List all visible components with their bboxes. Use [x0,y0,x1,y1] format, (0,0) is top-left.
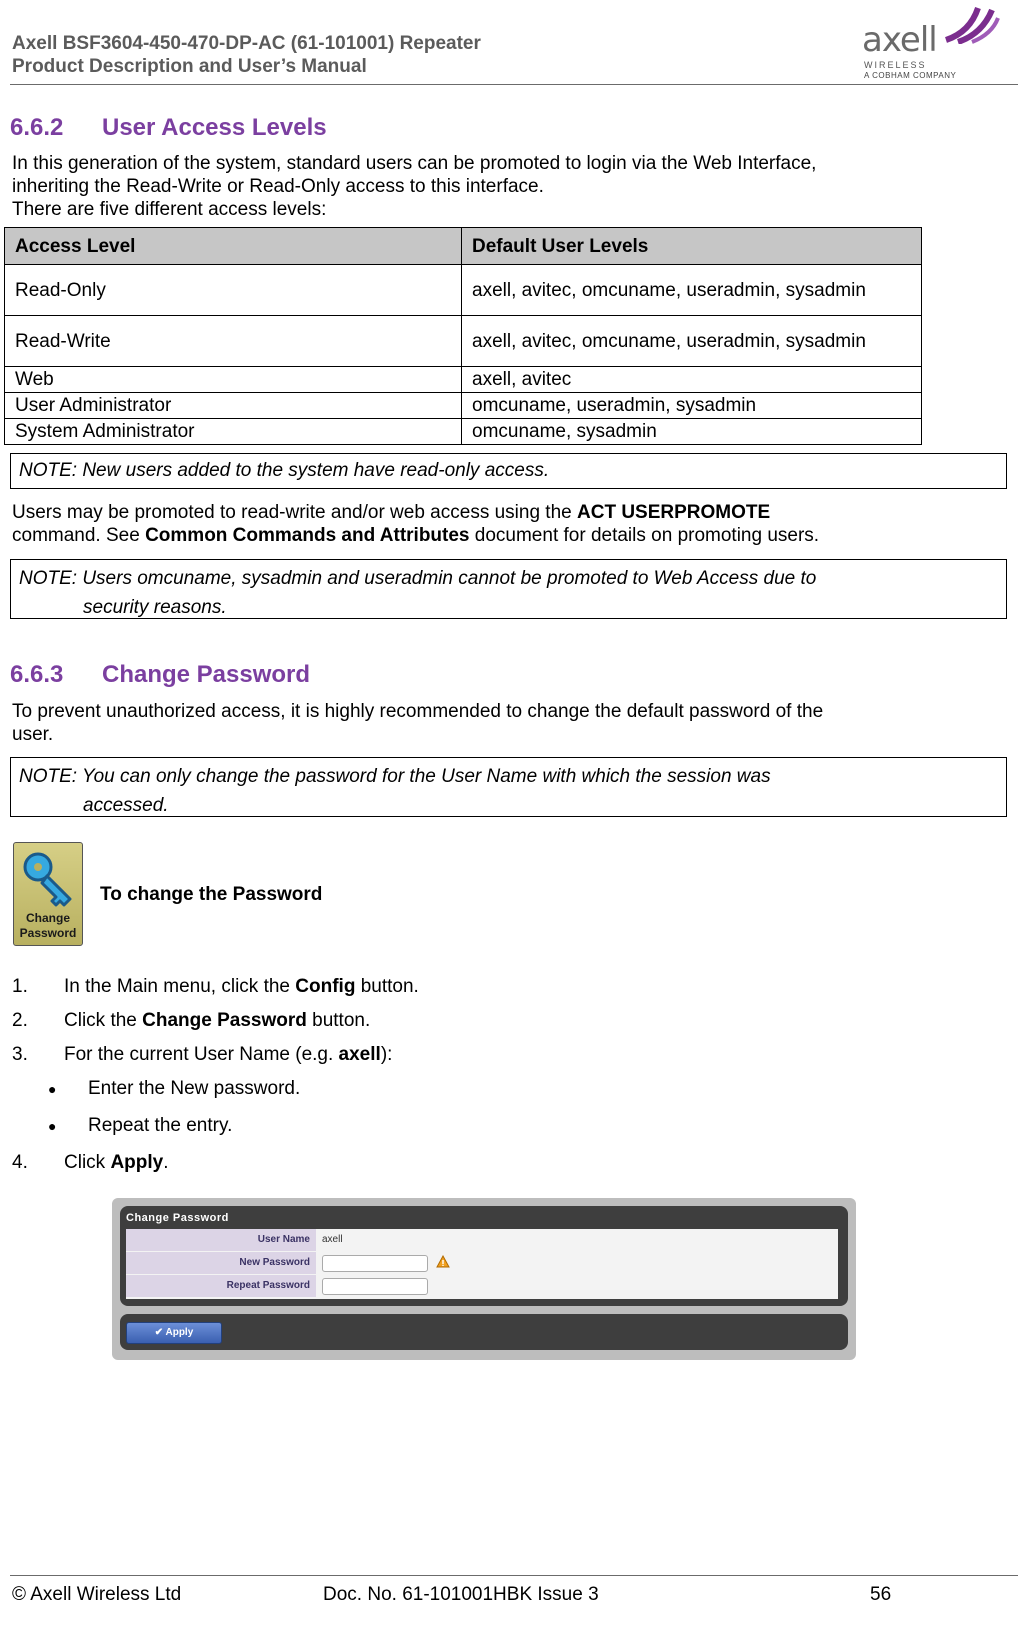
bullet-icon: ● [48,1081,57,1097]
table-row [5,419,922,445]
repeat-password-field[interactable] [322,1278,428,1295]
step-1 [12,975,419,998]
repeat-password-label: Repeat Password [126,1275,316,1297]
note-text: security reasons. [83,597,227,618]
table-header-cell: Access Level [5,228,462,265]
step-3 [12,1043,392,1066]
step-number: 1. [12,976,28,997]
intro-line: To prevent unauthorized access, it is highly recommended to change the default password of the [12,701,824,722]
intro-line: There are five different access levels: [12,199,327,220]
table-row [5,316,922,367]
table-header-row [5,228,922,265]
step-text: . [163,1152,169,1173]
note-text: NOTE: Users omcuname, sysadmin and useradmin cannot be promoted to Web Access due to [19,568,817,589]
step-text: For the current User Name (e.g. [64,1044,339,1065]
logo-word: axell [862,20,937,60]
step-number: 4. [12,1152,28,1173]
step-number: 3. [12,1044,28,1065]
section-heading-user-access-levels [10,114,327,142]
step-text: ): [380,1044,393,1065]
step-bold: Change Password [142,1010,307,1031]
step-text: button. [355,976,419,997]
step-text: In the Main menu, click the [64,976,296,997]
promote-paragraph [12,501,819,547]
para-text: command. See [12,525,146,546]
table-cell: System Administrator [5,419,462,445]
section2-intro [12,700,823,746]
button-bar [120,1314,848,1350]
step-text: button. [306,1010,371,1031]
logo-subtitle: WIRELESS [864,60,927,70]
section1-intro [12,152,816,221]
bullet-1 [12,1077,300,1101]
warning-icon [436,1255,450,1269]
step-text: Click the [64,1010,143,1031]
note-new-users [10,453,1007,489]
footer-page-number: 56 [870,1584,892,1605]
change-password-screenshot [112,1198,856,1360]
user-name-row [126,1229,838,1251]
section-heading-change-password [10,661,310,689]
header-rule [10,84,1018,85]
table-cell: Web [5,367,462,393]
para-text: Users may be promoted to read-write and/or web access using the [12,502,577,523]
step-bold: Apply [110,1152,164,1173]
new-password-field[interactable] [322,1255,428,1272]
access-levels-table [4,227,922,445]
bullet-text: Enter the New password. [88,1078,301,1099]
change-password-icon [13,842,83,946]
section-number: 6.6.3 [10,661,64,688]
note-session-user [10,757,1007,817]
document-reference: Common Commands and Attributes [145,525,470,546]
bullet-text: Repeat the entry. [88,1115,233,1136]
icon-label: Change [25,911,70,925]
section-title: User Access Levels [102,114,327,141]
intro-line: user. [12,724,54,745]
note-text: NOTE: New users added to the system have read-only access. [19,460,550,481]
table-cell: Read-Write [5,316,462,367]
table-cell: axell, avitec, omcuname, useradmin, sysadmin [462,265,922,316]
para-text: document for details on promoting users. [469,525,820,546]
footer-rule [10,1575,1018,1576]
table-cell: axell, avitec [462,367,922,393]
table-cell: Read-Only [5,265,462,316]
footer-copyright: © Axell Wireless Ltd [12,1584,182,1605]
new-password-label: New Password [126,1252,316,1274]
step-2 [12,1009,370,1032]
table-row [5,393,922,419]
table-cell: User Administrator [5,393,462,419]
header-title-line2: Product Description and User’s Manual [12,56,367,77]
panel-title: Change Password [126,1212,229,1224]
section-number: 6.6.2 [10,114,64,141]
document-header [12,32,481,78]
new-password-row [126,1252,838,1274]
logo-arc-icon [942,4,1000,44]
header-title-line1: Axell BSF3604-450-470-DP-AC (61-101001) Repeater [12,33,481,54]
user-name-value: axell [322,1234,343,1245]
icon-label: Password [19,926,77,940]
key-icon [14,845,82,909]
table-row [5,265,922,316]
step-text: Click [64,1152,111,1173]
logo-company: A COBHAM COMPANY [864,71,957,80]
apply-button[interactable]: ✔ Apply [126,1322,222,1344]
table-cell: omcuname, sysadmin [462,419,922,445]
table-header-cell: Default User Levels [462,228,922,265]
table-cell: axell, avitec, omcuname, useradmin, sysadmin [462,316,922,367]
repeat-password-row [126,1275,838,1297]
user-name-label: User Name [126,1229,316,1251]
procedure-title: To change the Password [100,884,323,905]
step-number: 2. [12,1010,28,1031]
step-4 [12,1151,169,1174]
section-title: Change Password [102,661,311,688]
table-cell: omcuname, useradmin, sysadmin [462,393,922,419]
intro-line: inheriting the Read-Write or Read-Only access to this interface. [12,176,544,197]
step-bold: axell [338,1044,381,1065]
note-text: accessed. [83,795,169,816]
table-row [5,367,922,393]
change-password-panel [120,1206,848,1306]
command-name: ACT USERPROMOTE [577,502,771,523]
step-bold: Config [295,976,356,997]
intro-line: In this generation of the system, standard users can be promoted to login via the Web Interface, [12,153,817,174]
bullet-icon: ● [48,1118,57,1134]
axell-logo [858,4,998,80]
note-text: NOTE: You can only change the password for the User Name with which the session was [19,766,771,787]
bullet-2 [12,1114,232,1138]
form-rows [126,1229,838,1299]
note-web-access [10,559,1007,619]
footer-doc-number: Doc. No. 61-101001HBK Issue 3 [323,1584,599,1605]
